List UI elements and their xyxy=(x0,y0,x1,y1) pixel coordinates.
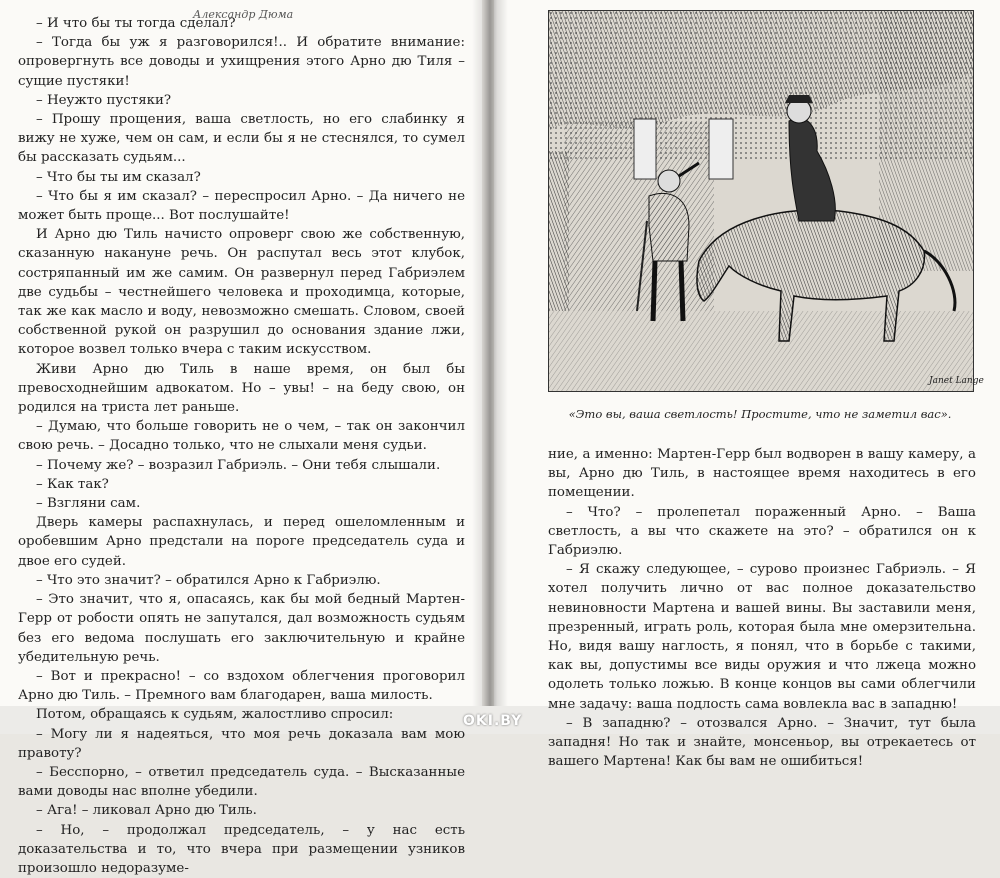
paragraph: – Но, – продолжал председатель, – у нас есть доказательства и то, что вчера при размещении узников произошло недоразуме- xyxy=(18,822,465,876)
paragraph: – И что бы ты тогда сделал? xyxy=(36,16,236,31)
paragraph: – Что? – пролепетал пораженный Арно. – Ваша светлость, а вы что скажете на это? – обратился он к Габриэлю. xyxy=(548,504,976,559)
engraving-illustration xyxy=(548,10,984,392)
illustration-caption: «Это вы, ваша светлость! Простите, что не заметил вас». xyxy=(568,407,952,421)
paragraph: Живи Арно дю Тиль в наше время, он был бы превосходнейшим адвокатом. Но – увы! – на беду свою, он родился на триста лет раньше. xyxy=(18,361,465,416)
running-head: Александр Дюма xyxy=(193,8,294,21)
paragraph: – Думаю, что больше говорить не о чем, – так он закончил свою речь. – Досадно только, что не слыхали меня судьи. xyxy=(18,419,465,454)
paragraph: – Как так? xyxy=(36,476,109,492)
paragraph: – Что бы я им сказал? – переспросил Арно. – Да ничего не может быть проще... Вот послушайте! xyxy=(18,188,465,224)
paragraph: И Арно дю Тиль начисто опроверг свою же собственную, сказанную накануне речь. Он распутал весь этот клубок, состряпанный им же самим. Он развернул перед Габриэлем две судьбы – честнейшего человека и проходимца, которые, так же как масло и воду, невозможно смешать. Словом, своей собственной рукой он разрушил до основания здание лжи, которое возвел только вчера с таким искусством. xyxy=(18,227,465,358)
paragraph: – Неужто пустяки? xyxy=(36,92,172,108)
paragraph: – Почему же? – возразил Габриэль. – Они тебя слышали. xyxy=(36,457,441,473)
book-gutter xyxy=(472,0,508,706)
paragraph: – Это значит, что я, опасаясь, как бы мой бедный Мартен-Герр от робости опять не запутался, дал возможность судьям без его ведома послушать его заключительную и крайне убедительную речь. xyxy=(18,592,465,665)
paragraph: – Взгляни сам. xyxy=(36,496,141,512)
paragraph: – Что это значит? – обратился Арно к Габриэлю. xyxy=(36,572,381,588)
paragraph: – Прошу прощения, ваша светлость, но его слабинку я вижу не хуже, чем он сам, и если бы я не стеснялся, то сумел бы рассказать судьям... xyxy=(18,112,465,166)
site-watermark: OKI.BY xyxy=(463,713,523,729)
paragraph: Потом, обращаясь к судьям, жалостливо спросил: xyxy=(36,707,394,723)
engraving-svg xyxy=(549,11,984,391)
left-paragraphs xyxy=(18,14,465,878)
paragraph: – Что бы ты им сказал? xyxy=(36,169,201,185)
left-page-text xyxy=(18,8,465,878)
right-page-text xyxy=(548,445,976,771)
illustration-signature: Janet Lange xyxy=(929,376,984,386)
paragraph: – Я скажу следующее, – сурово произнес Габриэль. – Я хотел получить лично от вас полное доказательство невиновности Мартена и вашей вины. Вы заставили меня, презренный, играть роль, которая была мне омерзительна. Но, видя вашу наглость, я понял, что в борьбе с такими, как вы, допустимы все виды оружия и что лжеца можно одолеть только ложью. В конце концов вы сами облегчили мне задачу: ваша подлость сама вовлекла вас в западню! xyxy=(548,562,976,712)
paragraph: ние, а именно: Мартен-Герр был водворен в вашу камеру, а вы, Арно дю Тиль, в настоящее время находитесь в его помещении. xyxy=(548,447,976,501)
paragraph: – Ага! – ликовал Арно дю Тиль. xyxy=(36,803,257,819)
paragraph: – Вот и прекрасно! – со вздохом облегчения проговорил Арно дю Тиль. – Премного вам благодарен, ваша милость. xyxy=(18,668,465,704)
paragraph: – Бесспорно, – ответил председатель суда. – Высказанные вами доводы нас вполне убедили. xyxy=(18,764,465,800)
right-paragraphs xyxy=(548,445,976,771)
paragraph: – Могу ли я надеяться, что моя речь доказала вам мою правоту? xyxy=(18,726,465,761)
paragraph: – В западню? – отозвался Арно. – Значит, тут была западня! Но так и знайте, монсеньор, вы отрекаетесь от вашего Мартена! Как бы вам не ошибиться! xyxy=(548,715,976,770)
paragraph: Дверь камеры распахнулась, и перед ошеломленным и оробевшим Арно предстали на пороге председатель суда и двое его судей. xyxy=(18,515,465,569)
paragraph: – Тогда бы уж я разговорился!.. И обратите внимание: опровергнуть все доводы и ухищрения этого Арно дю Тиля – сущие пустяки! xyxy=(18,35,465,89)
